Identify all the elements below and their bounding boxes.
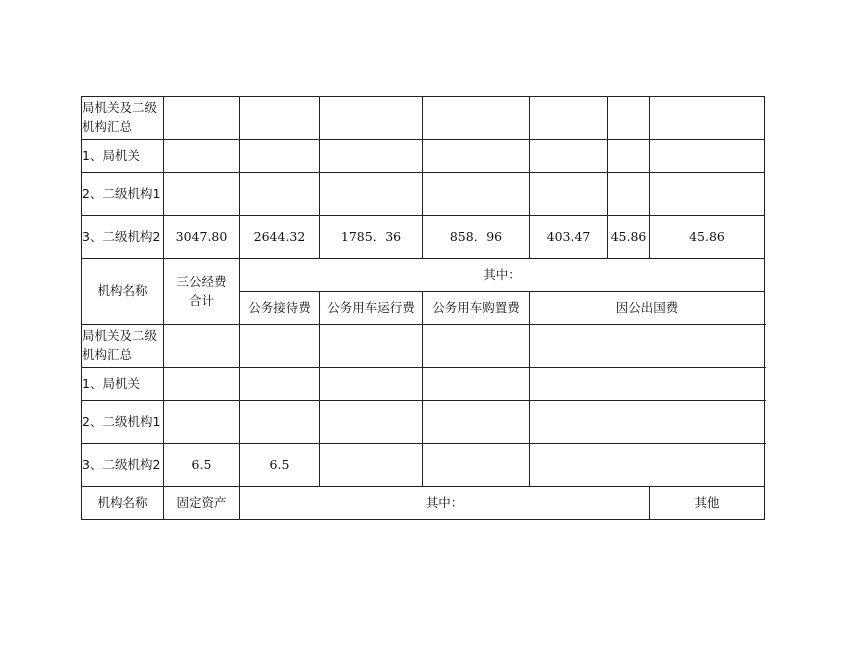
table-cell: 6.5 (164, 444, 240, 487)
table-cell: 858．96 (423, 216, 530, 259)
row-label: 2、二级机构1 (82, 401, 164, 444)
table-cell (608, 97, 650, 140)
table-row (82, 368, 765, 401)
table-cell (240, 173, 320, 216)
table-cell: 2644.32 (240, 216, 320, 259)
table-cell (423, 140, 530, 173)
table-cell (320, 97, 423, 140)
other-header: 其他 (650, 487, 765, 520)
vehicle-purchase-header: 公务用车购置费 (423, 292, 530, 325)
table-cell (530, 325, 765, 368)
table-cell (320, 325, 423, 368)
table-cell (240, 401, 320, 444)
header-row (82, 487, 765, 520)
row-label: 3、二级机构2 (82, 216, 164, 259)
table-cell (320, 444, 423, 487)
table-cell (240, 368, 320, 401)
table-cell (320, 368, 423, 401)
budget-table (81, 96, 765, 520)
table-cell (608, 140, 650, 173)
table-cell: 6.5 (240, 444, 320, 487)
table-cell (164, 140, 240, 173)
header-row (82, 259, 765, 292)
row-label: 局机关及二级机构汇总 (82, 325, 164, 368)
table-cell (164, 173, 240, 216)
table-cell (423, 173, 530, 216)
table-cell (240, 140, 320, 173)
total-header: 三公经费合计 (164, 259, 240, 325)
table-cell (164, 97, 240, 140)
table-cell (423, 97, 530, 140)
table-row (82, 173, 765, 216)
table-cell (608, 173, 650, 216)
table-cell (240, 325, 320, 368)
fixed-assets-header: 固定资产 (164, 487, 240, 520)
table-row (82, 97, 765, 140)
table-cell: 3047.80 (164, 216, 240, 259)
table-cell (320, 401, 423, 444)
table-cell (530, 140, 608, 173)
table-row (82, 444, 765, 487)
row-label: 3、二级机构2 (82, 444, 164, 487)
table-cell (530, 368, 765, 401)
table-row (82, 140, 765, 173)
org-name-header: 机构名称 (82, 259, 164, 325)
vehicle-operation-header: 公务用车运行费 (320, 292, 423, 325)
table-cell: 45.86 (650, 216, 765, 259)
reception-header: 公务接待费 (240, 292, 320, 325)
table-cell (164, 325, 240, 368)
table-cell (650, 140, 765, 173)
table-row (82, 401, 765, 444)
table-cell (164, 368, 240, 401)
table-cell (530, 97, 608, 140)
table-cell (423, 325, 530, 368)
table-cell (164, 401, 240, 444)
table-row (82, 216, 765, 259)
group-header: 其中： (240, 487, 650, 520)
table-cell (650, 173, 765, 216)
table-cell (320, 173, 423, 216)
table-cell: 403.47 (530, 216, 608, 259)
table-cell (423, 401, 530, 444)
table-cell (240, 97, 320, 140)
table-cell (530, 444, 765, 487)
overseas-travel-header: 因公出国费 (530, 292, 765, 325)
table-cell: 1785．36 (320, 216, 423, 259)
table-cell: 45.86 (608, 216, 650, 259)
table-row (82, 325, 765, 368)
row-label: 2、二级机构1 (82, 173, 164, 216)
row-label: 局机关及二级机构汇总 (82, 97, 164, 140)
row-label: 1、局机关 (82, 368, 164, 401)
table-cell (423, 444, 530, 487)
org-name-header: 机构名称 (82, 487, 164, 520)
group-header: 其中： (240, 259, 765, 292)
row-label: 1、局机关 (82, 140, 164, 173)
table-cell (423, 368, 530, 401)
table-cell (650, 97, 765, 140)
table-cell (530, 173, 608, 216)
table-cell (320, 140, 423, 173)
table-cell (530, 401, 765, 444)
